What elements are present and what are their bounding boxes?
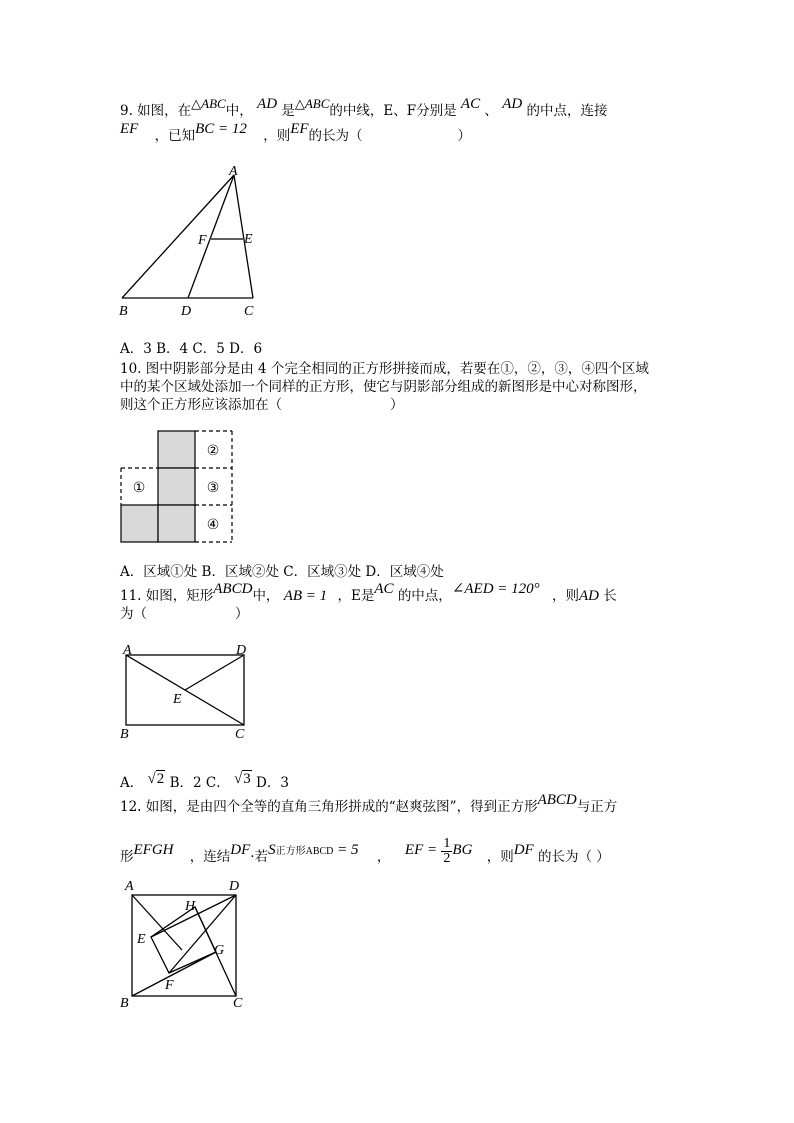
label-e: E: [173, 692, 182, 707]
region-1-label: ①: [132, 480, 146, 496]
label-d: D: [236, 643, 247, 658]
region-2-label: ②: [206, 443, 220, 459]
label-h: H: [185, 899, 196, 914]
sqrt-2: √2: [147, 771, 165, 787]
segment-ad: [188, 175, 234, 298]
q12-line2: 形EFGH ，连结DF·若S正方形ABCD = 5 ， EF = $\frac{1}{2}$ BG ，则DF 的长为（ ）: [120, 836, 610, 866]
q9-triangle-figure: [115, 160, 265, 324]
region-3-label: ③: [206, 480, 220, 496]
label-b: B: [119, 304, 128, 319]
q9-options: A．3 B．4 C．5 D．6: [120, 341, 263, 357]
q11-line2: 为（ ）: [120, 606, 249, 622]
label-e: E: [137, 932, 146, 947]
label-c: C: [235, 727, 245, 742]
label-c: C: [233, 996, 243, 1011]
square-efgh: [151, 907, 216, 973]
q10-line2: 中的某个区域处添加一个同样的正方形，使它与阴影部分组成的新图形是中心对称图形，: [120, 379, 647, 395]
sqrt-3: √3: [234, 771, 251, 787]
label-c: C: [244, 304, 254, 319]
q11-options: A． √2 B．2 C． √3 D．3: [120, 771, 289, 791]
q9-line1: 9. 如图，在△ABC中， AD 是△ABC的中线，E、F分别是 AC 、 AD 的中点，连接: [120, 96, 608, 119]
label-g: G: [214, 943, 225, 958]
shaded-square-2: [158, 468, 195, 505]
segment-df: [169, 895, 236, 973]
q9-line2: EF ，已知BC = 12 ，则EF的长为（ ）: [120, 121, 472, 144]
line-b-g: [132, 952, 216, 996]
q11-line1: 11. 如图，矩形ABCD中， AB = 1 ，E是AC 的中点，∠AED = 120° ，则AD 长: [120, 581, 617, 604]
q10-grid-figure: [118, 428, 238, 552]
label-f: F: [198, 233, 207, 248]
q10-line1: 10. 图中阴影部分是由 4 个完全相同的正方形拼接而成，若要在①，②，③，④四个区域: [120, 361, 649, 377]
q12-zhaoshuang-figure: [115, 875, 250, 1019]
label-a: A: [123, 643, 132, 658]
shaded-square-1: [158, 431, 195, 468]
label-b: B: [120, 996, 129, 1011]
fraction-one-half: $\frac{1}{2}$: [443, 836, 451, 866]
label-b: B: [120, 727, 129, 742]
shaded-square-4: [158, 505, 195, 542]
label-d: D: [229, 879, 240, 894]
q12-line1: 12. 如图，是由四个全等的直角三角形拼成的“赵爽弦图”，得到正方形ABCD与正方: [120, 792, 618, 815]
label-e: E: [244, 232, 253, 247]
segment-ab: [122, 175, 234, 298]
q11-rectangle-figure: [115, 640, 255, 749]
label-a: A: [229, 164, 238, 179]
segment-de: [185, 655, 244, 690]
region-4-label: ④: [206, 517, 220, 533]
shaded-square-3: [121, 505, 158, 542]
label-f: F: [165, 978, 174, 993]
label-a: A: [125, 879, 134, 894]
label-d: D: [181, 304, 192, 319]
q10-line3: 则这个正方形应该添加在（ ）: [120, 397, 404, 413]
q10-options: A．区域①处 B．区域②处 C．区域③处 D．区域④处: [120, 564, 444, 580]
